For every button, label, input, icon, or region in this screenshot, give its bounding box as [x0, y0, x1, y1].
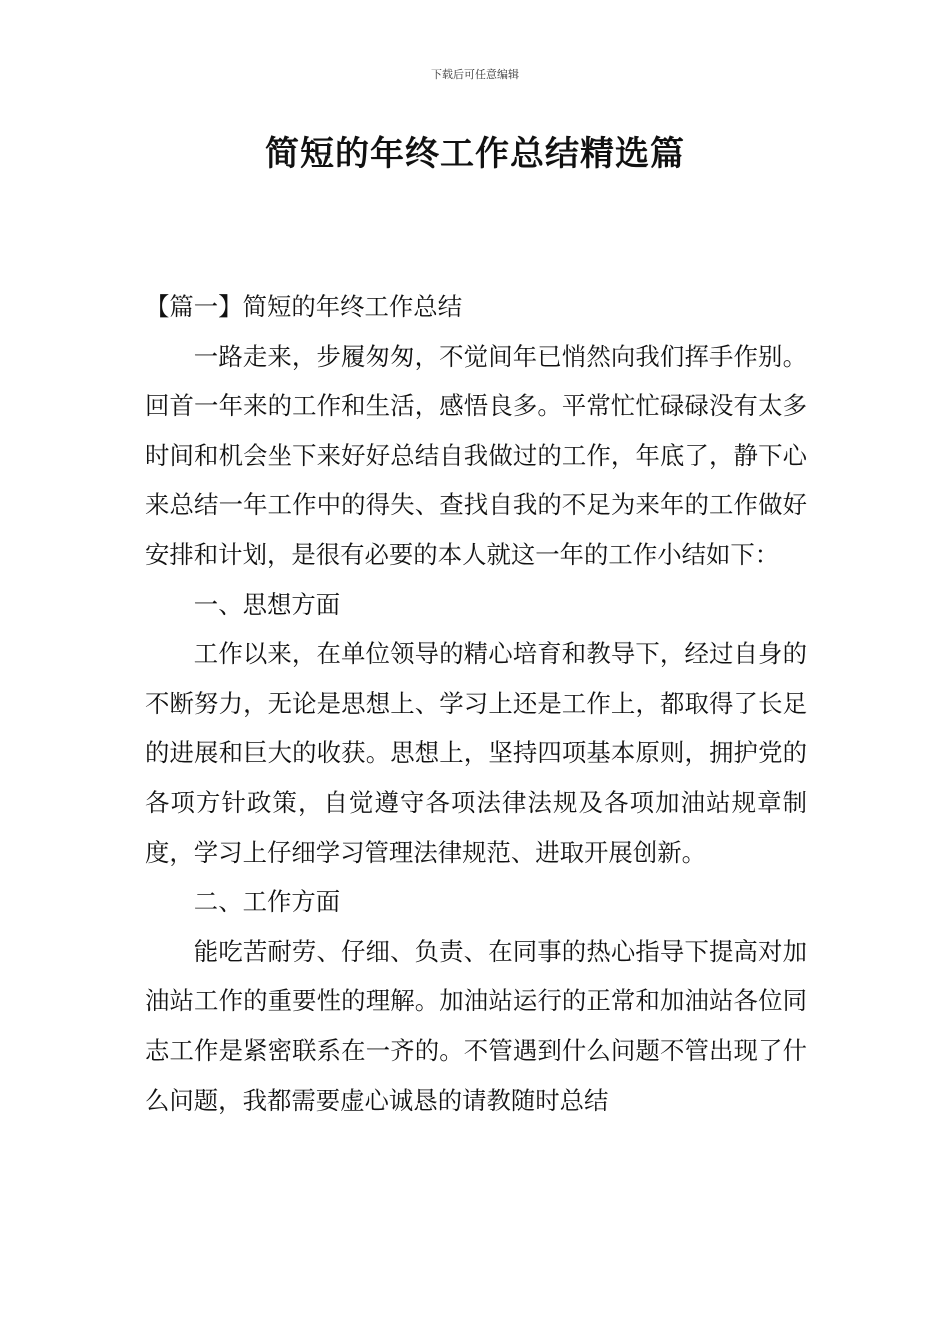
- subheading-thought: 一、思想方面: [193, 589, 341, 619]
- document-title: 简短的年终工作总结精选篇: [265, 134, 685, 174]
- paragraph-work: 能吃苦耐劳、仔细、负责、在同事的热心指导下提高对加油站工作的重要性的理解。加油站运行的正常和加油站各位同志工作是紧密联系在一齐的。不管遇到什么问题不管出现了什么问题，我都需要虚心诚恳的请教随时总结: [145, 936, 807, 1115]
- document-body: [145, 282, 807, 1125]
- header-note: 下载后可任意编辑: [431, 68, 519, 81]
- paragraph-thought: 工作以来，在单位领导的精心培育和教导下，经过自身的不断努力，无论是思想上、学习上还是工作上，都取得了长足的进展和巨大的收获。思想上，坚持四项基本原则，拥护党的各项方针政策，自觉遵守各项法律法规及各项加油站规章制度，学习上仔细学习管理法律规范、进取开展创新。: [145, 639, 807, 867]
- section-heading: 【篇一】简短的年终工作总结: [145, 292, 463, 321]
- paragraph-intro: 一路走来，步履匆匆，不觉间年已悄然向我们挥手作别。回首一年来的工作和生活，感悟良多。平常忙忙碌碌没有太多时间和机会坐下来好好总结自我做过的工作，年底了，静下心来总结一年工作中的得失、查找自我的不足为来年的工作做好安排和计划，是很有必要的本人就这一年的工作小结如下：: [145, 341, 807, 569]
- subheading-work: 二、工作方面: [193, 887, 341, 917]
